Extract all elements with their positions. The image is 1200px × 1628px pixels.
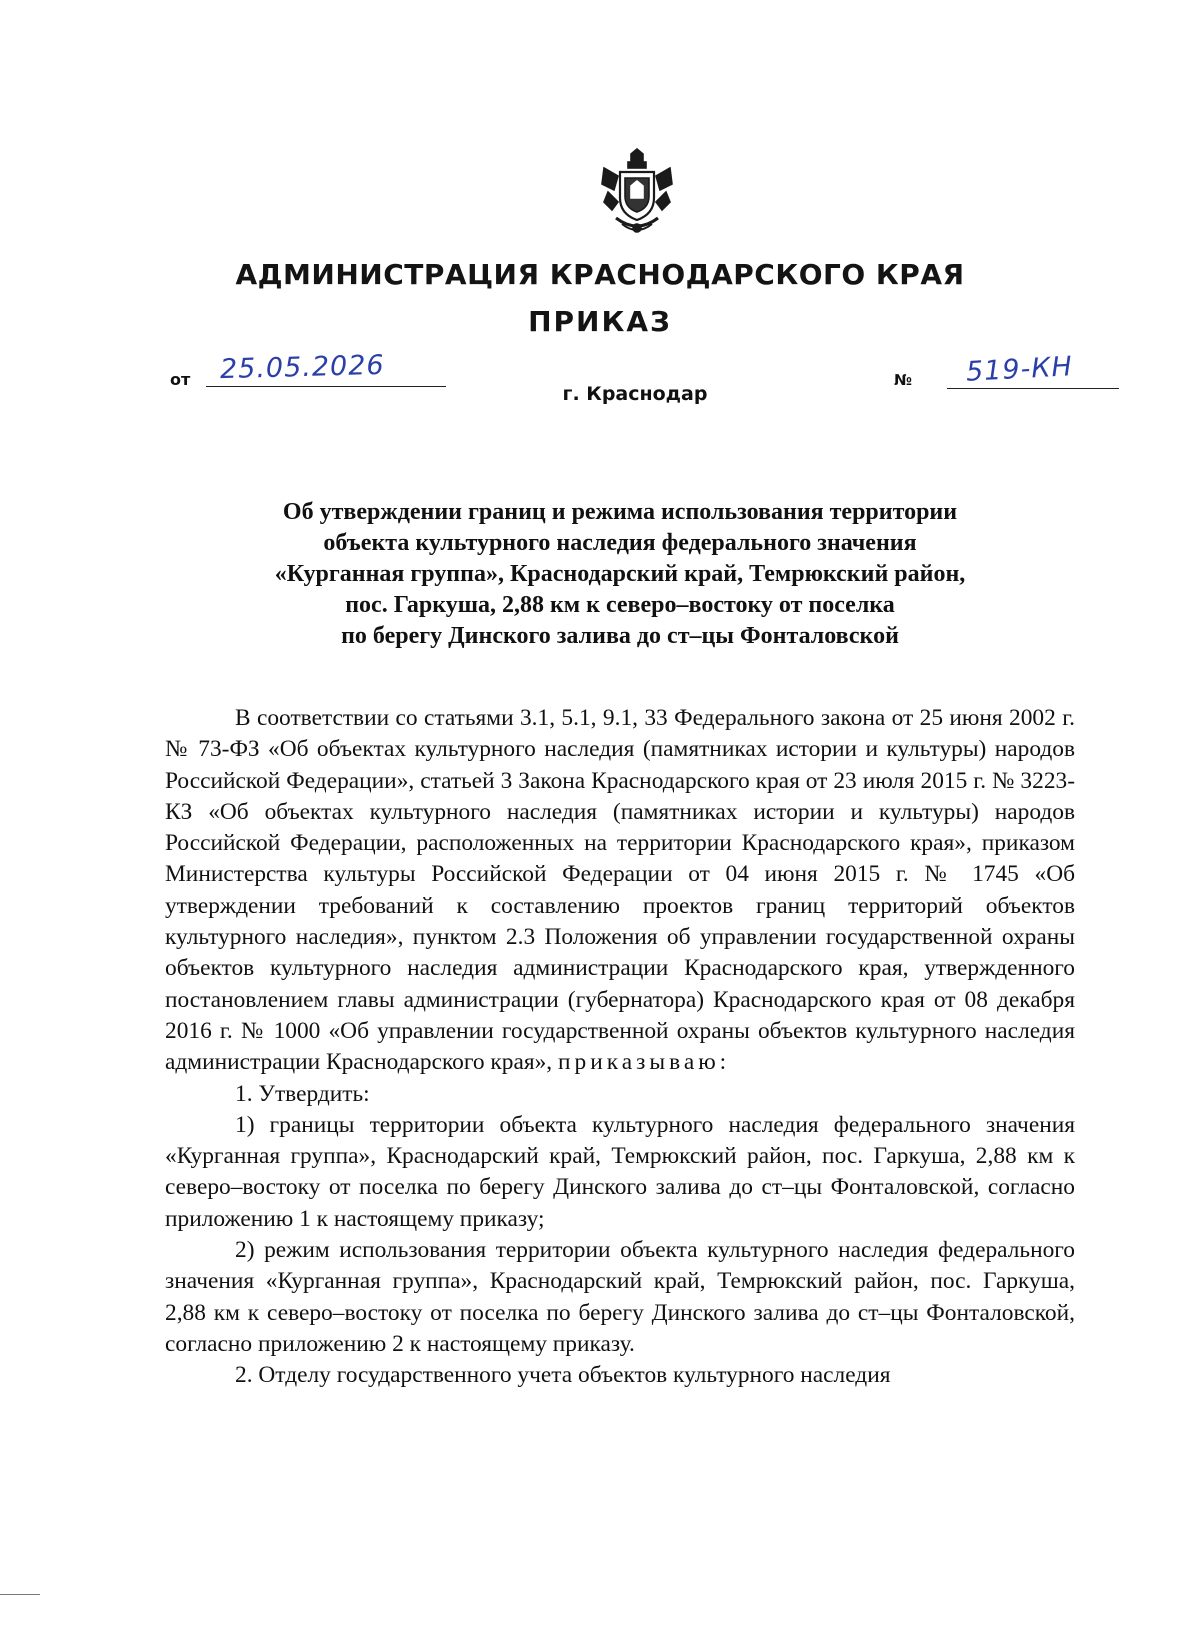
- handwritten-number: 519-КН: [965, 351, 1074, 388]
- organization-name: АДМИНИСТРАЦИЯ КРАСНОДАРСКОГО КРАЯ: [235, 258, 965, 291]
- item-1-1: 1) границы территории объекта культурного наследия федерального значения «Курганная группа», Краснодарский край, Темрюкский район, пос. Гаркуша, 2,88 км к северо–востоку от поселка по берегу Динского залива до ст–цы Фонталовской, согласно приложению 1 к настоящему приказу;: [165, 1111, 1075, 1232]
- document-type: ПРИКАЗ: [528, 305, 672, 338]
- item-1-2: 2) режим использования территории объекта культурного наследия федерального значения «Курганная группа», Краснодарский край, Темрюкский район, пос. Гаркуша, 2,88 км к северо–востоку от поселка по берегу Динского залива до ст–цы Фонталовской, согласно приложению 2 к настоящему приказу.: [165, 1237, 1075, 1357]
- item-1: 1. Утвердить:: [235, 1080, 370, 1107]
- coat-of-arms-icon: [598, 148, 676, 240]
- date-label: от: [170, 370, 191, 389]
- city-name: г. Краснодар: [562, 383, 708, 405]
- title-line: пос. Гаркуша, 2,88 км к северо–востоку от поселка: [345, 592, 895, 618]
- title-line: «Курганная группа», Краснодарский край, Темрюкский район,: [274, 561, 966, 587]
- order-word: приказываю:: [558, 1049, 731, 1076]
- document-body: [165, 703, 1075, 1392]
- item-2: 2. Отделу государственного учета объектов культурного наследия: [235, 1362, 891, 1389]
- document-title: [150, 497, 1090, 652]
- title-line: по берегу Динского залива до ст–цы Фонталовской: [341, 623, 899, 649]
- handwritten-date: 25.05.2026: [219, 349, 385, 386]
- scan-edge-mark: [0, 1594, 40, 1595]
- title-line: объекта культурного наследия федерального значения: [323, 530, 917, 556]
- intro-text: В соответствии со статьями 3.1, 5.1, 9.1, 33 Федерального закона от 25 июня 2002 г. № 73-ФЗ «Об объектах культурного наследия (памятниках истории и культуры) народов Российской Федерации», статьей 3 Закона Краснодарского края от 23 июля 2015 г. № 3223-КЗ «Об объектах культурного наследия (памятниках истории и культуры) народов Российской Федерации, расположенных на территории Краснодарского края», приказом Министерства культуры Российской Федерации от 04 июня 2015 г. № 1745 «Об утверждении требований к составлению проектов границ территорий объектов культурного наследия», пунктом 2.3 Положения об управлении государственной охраны объектов культурного наследия администрации Краснодарского края, утвержденного постановлением главы администрации (губернатора) Краснодарского края от 08 декабря 2016 г. № 1000 «Об управлении государственной охраны объектов культурного наследия администрации Краснодарского края»,: [165, 705, 1075, 1076]
- intro-paragraph: [165, 703, 1075, 1079]
- title-line: Об утверждении границ и режима использования территории: [282, 499, 958, 525]
- number-label: №: [894, 371, 913, 389]
